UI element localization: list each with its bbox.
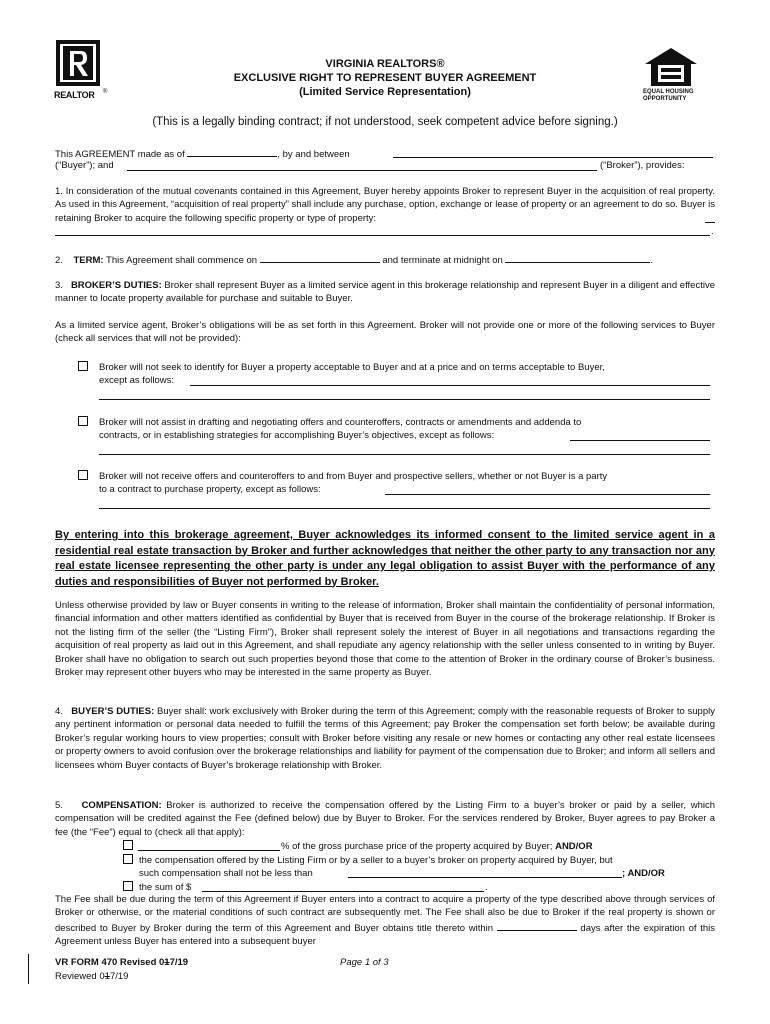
property-field-b[interactable] [55,235,710,236]
section-3-limited: As a limited service agent, Broker’s obligations will be as set forth in this Agreement. Broker will not provide one or more of the following services to Buyer (check all services that will not be provided): [55,320,715,345]
agreement-date-field[interactable] [187,146,277,157]
fee-percent-andor: AND/OR [555,841,593,852]
realtor-logo: REALTOR ® [54,40,106,102]
term-start-field[interactable] [260,252,380,263]
footer-form-id [55,956,188,969]
intro-text-b: , by and between [277,149,350,160]
title-line-1: VIRGINIA REALTORS® [325,58,445,70]
acknowledgment: By entering into this brokerage agreement, Buyer acknowledges its informed consent to the limited service agent in a residential real estate transaction by Broker and further acknowledges that neither the other party to any transaction nor any real estate licensee representing the other party is under any legal obligation to assist Buyer with the performance of any duties and responsibilities of Buyer not performed by Broker. [55,529,715,588]
option-3-line-1: Broker will not receive offers and counteroffers to and from Buyer and prospective sellers, whether or not Buyer is a party [99,471,608,482]
title-block [180,57,590,99]
fee-listing-checkbox[interactable] [123,854,133,864]
fee-listing-line-2: such compensation shall not be less than [139,868,313,879]
option-2-line-1: Broker will not assist in drafting and negotiating offers and counteroffers, contracts or amendments and addenda to [99,417,582,428]
section-4-num: 4. [55,706,63,717]
section-1-text: 1. In consideration of the mutual covenants contained in this Agreement, Buyer hereby appoints Broker to represent Buyer in the acquisition of real property. As used in this Agreement, “acquisition of real property” shall include any purchase, option, exchange or lease of property or an agreement to do so. Buyer is retaining Broker to acquire the following specific property or type of property: [55,186,715,224]
eho-text-2: OPPORTUNITY [643,96,687,102]
title-line-3: (Limited Service Representation) [299,86,471,98]
option-1-line-2: except as follows: [99,375,174,386]
legal-note: (This is a legally binding contract; if not understood, seek competent advice before signing.) [152,116,618,128]
fee-due-paragraph [55,893,715,949]
equal-housing-logo [641,46,701,108]
fee-percent-text: % of the gross purchase price of the property acquired by Buyer; [281,841,553,852]
footer-reviewed [55,970,128,983]
section-2-num: 2. [55,255,63,266]
option-2-field-a[interactable] [570,440,710,441]
option-1-field-b[interactable] [99,399,710,400]
section-2-text-a: This Agreement shall commence on [106,255,258,266]
section-4-label: BUYER’S DUTIES: [71,706,155,717]
section-3-text [55,279,715,306]
fee-listing-line-1: the compensation offered by the Listing Firm or by a seller to a buyer’s broker on property acquired by Buyer, but [139,855,613,866]
option-3-field-b[interactable] [99,508,710,509]
intro-text-d: (“Broker”), provides: [600,160,685,171]
section-3-num: 3. [55,280,63,291]
intro-text-c: (“Buyer”); and [55,160,114,171]
buyer-name-field[interactable] [393,157,713,158]
confidentiality-paragraph: Unless otherwise provided by law or Buyer consents in writing to the release of information, Broker shall maintain the confidentiality of personal information, financial information and other matters identified as confidential by Buyer that is received from Buyer in the course of the brokerage relationship. If Broker is not the listing firm of the seller (the “Listing Firm”), Broker shall represent solely the interest of Buyer in all negotiations and transactions regarding the acquisition of real property as laid out in this Agreement, and shall repudiate any agency relationship with the seller unless consented to in writing by Buyer. Broker shall have no obligation to search out such properties beyond those that come to the attention of Broker in the ordinary course of Broker’s business. Broker may represent other buyers who may be interested in the same property as Buyer. [55,600,715,679]
fee-percent-checkbox[interactable] [123,840,133,850]
option-3-field-a[interactable] [385,494,710,495]
footer-reviewed-b: 7/19 [109,971,129,982]
fee-sum-text: the sum of $ [139,882,192,893]
option-1-line-1: Broker will not seek to identify for Buyer a property acceptable to Buyer and at a price and on terms acceptable to Buyer, [99,362,605,373]
option-2-line-2: contracts, or in establishing strategies for accomplishing Buyer’s objectives, except as follows: [99,430,495,441]
realtor-logo-text: REALTOR [54,90,95,100]
footer-form-b: 7/19 [169,957,189,968]
section-2-label: TERM: [73,255,104,266]
option-1-field-a[interactable] [190,385,710,386]
section-2-text-b: and terminate at midnight on [382,255,503,266]
fee-minimum-field[interactable] [348,877,622,878]
option-2-field-b[interactable] [99,454,710,455]
section-4-text [55,705,715,772]
fee-sum-checkbox[interactable] [123,881,133,891]
section-3-body: Broker shall represent Buyer as a limited service agent in this brokerage relationship and represent Buyer in a diligent and effective manner to locate property available for purchase and suitable to Buyer. [55,280,715,305]
footer-form-a: VR FORM 470 Revised 0 [55,957,165,968]
footer-reviewed-strike: 1 [104,971,110,982]
option-1-checkbox[interactable] [78,361,88,371]
section-2: 2. TERM: This Agreement shall commence on and terminate at midnight on . [55,252,715,267]
section-5-body: Broker is authorized to receive the compensation offered by the Listing Firm to a buyer’s broker or paid by a seller, which compensation will be credited against the Fee (defined below) due by Buyer to Broker. For the services rendered by Broker, Buyer agrees to pay Broker a fee (the “Fee”) equal to (check all that apply): [55,800,715,838]
fee-days-field[interactable] [497,920,577,931]
fee-due-text-a: The Fee shall be due during the term of this Agreement if Buyer enters into a contract to acquire a property of the type described above through services of Broker or otherwise, or the material conditions of such contract are subsequently met. The Fee shall also be due to Broker if the real property is shown or described to Buyer by Broker during the term of this Agreement and Buyer obtains title thereto within [55,894,715,934]
eho-text-1: EQUAL HOUSING [643,89,694,95]
fee-percent-field[interactable] [138,850,280,851]
intro-text-a: This AGREEMENT made as of [55,149,185,160]
broker-name-field[interactable] [127,170,597,171]
term-end-field[interactable] [505,252,650,263]
fee-sum-period: . [485,882,488,893]
fee-listing-andor: ; AND/OR [622,868,665,879]
fee-percent-line [281,840,593,853]
title-line-2: EXCLUSIVE RIGHT TO REPRESENT BUYER AGREEMENT [233,72,537,84]
option-2-checkbox[interactable] [78,416,88,426]
section-5-text [55,799,715,839]
footer-reviewed-a: Reviewed 0 [55,971,105,982]
footer-page-number: Page 1 of 3 [340,957,389,968]
footer-form-strike: 1 [164,957,170,968]
option-3-checkbox[interactable] [78,470,88,480]
section-5-label: COMPENSATION: [81,800,162,811]
option-3-line-2: to a contract to purchase property, except as follows: [99,484,321,495]
section-4-body: Buyer shall: work exclusively with Broker during the term of this Agreement; comply with the reasonable requests of Broker to supply any pertinent information or personal data needed to fulfill the terms of this Agreement; pay Broker the compensation set forth below; be available during Broker’s regular working hours to view properties; consult with Broker before visiting any resale or new homes or contacting any other real estate licensees or property owners to avoid confusion over the brokerage relationships and liability for payment of the compensation due to Broker; and inform all sellers and licensees whom Buyer contacts of Buyer’s brokerage relationship with Broker. [55,706,715,771]
footer-change-bar [28,954,29,984]
property-field-a[interactable] [705,222,715,223]
section-5-num: 5. [55,800,63,811]
section-3-label: BROKER’S DUTIES: [70,280,162,291]
fee-due-text-b: days after the expiration of this Agreement unless Buyer has entered into a subsequent buyer [55,922,715,948]
fee-sum-field[interactable] [202,891,484,892]
